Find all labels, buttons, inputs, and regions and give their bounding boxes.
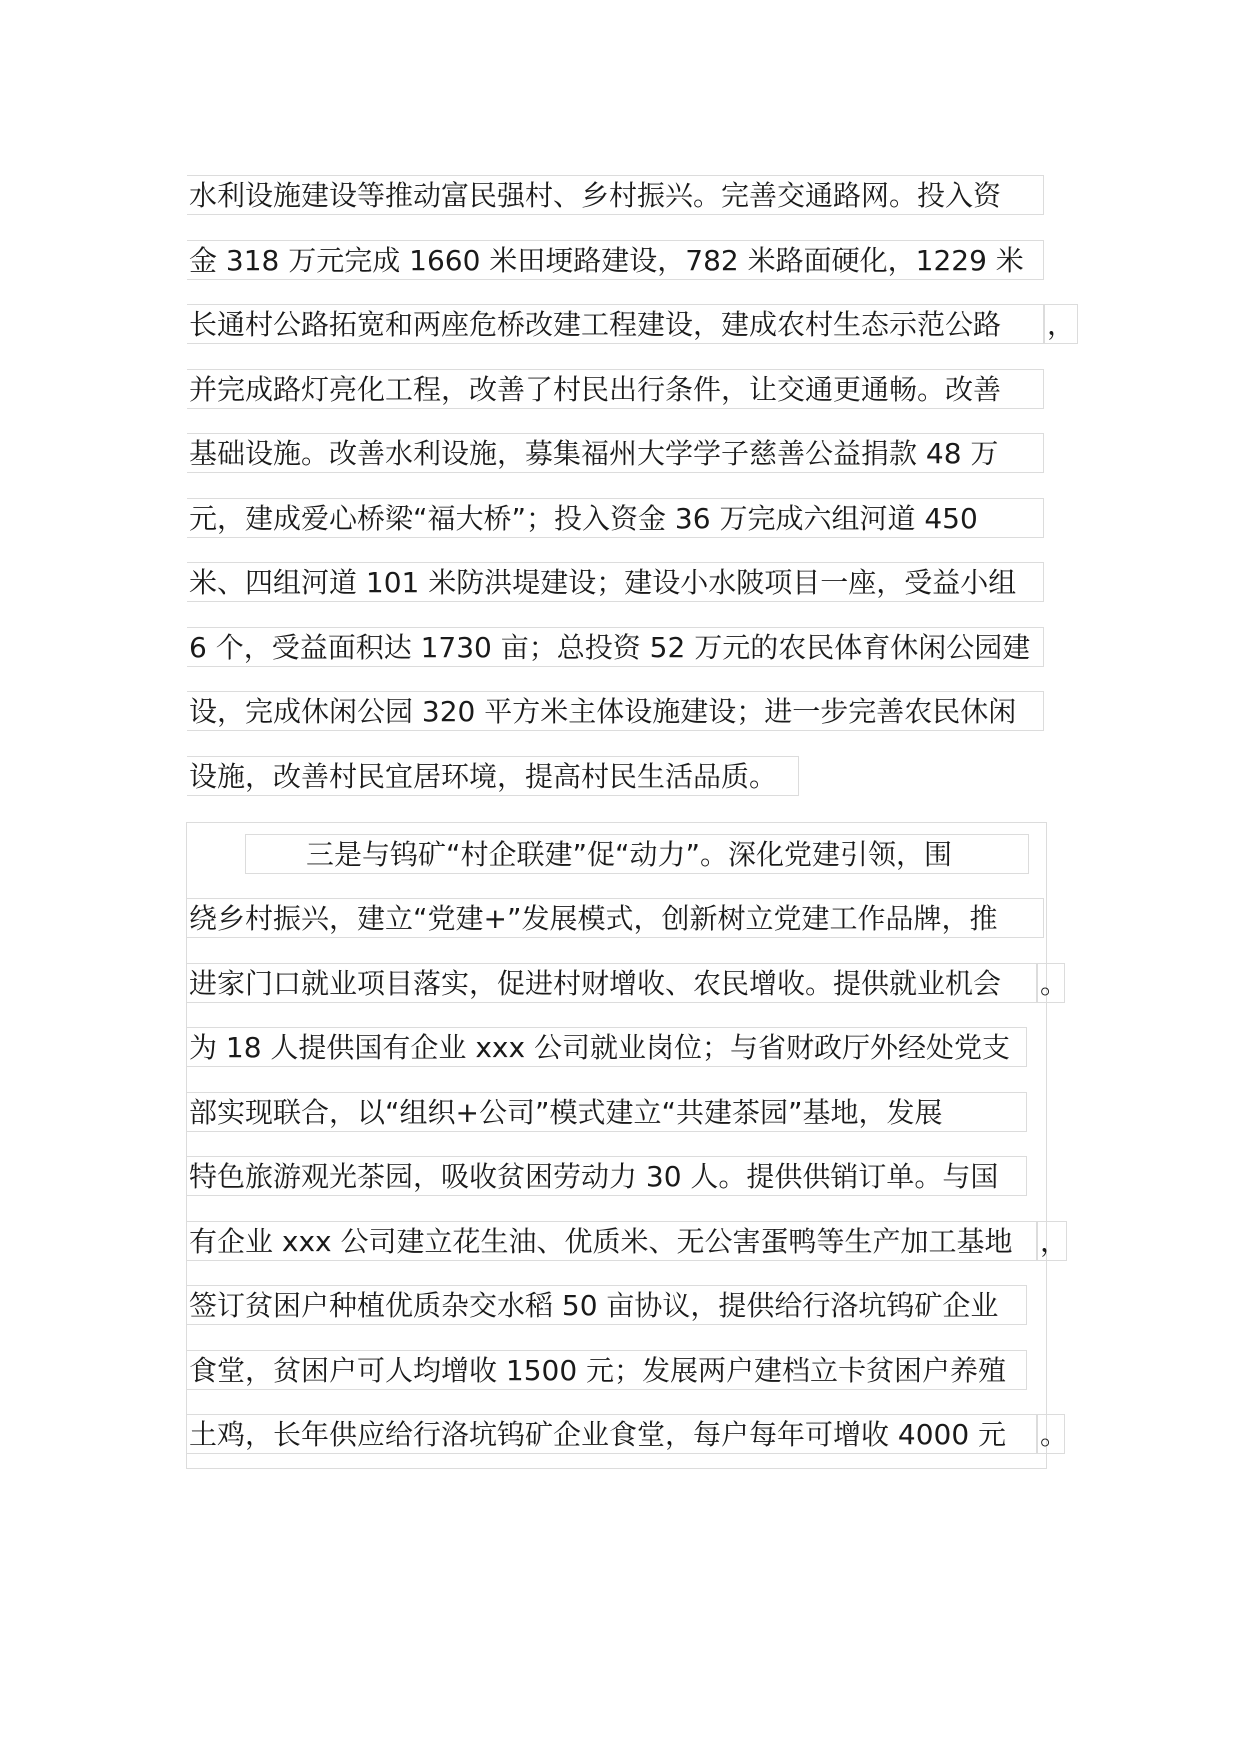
paragraph-1-line-9: 设，完成休闲公园 320 平方米主体设施建设；进一步完善农民休闲: [187, 691, 1044, 731]
paragraph-2-line-3-tail: 。: [1037, 963, 1065, 1003]
paragraph-1-line-7: 米、四组河道 101 米防洪堤建设；建设小水陂项目一座，受益小组: [187, 562, 1044, 602]
paragraph-2-line-5: 部实现联合，以“组织+公司”模式建立“共建茶园”基地，发展: [187, 1092, 1027, 1132]
paragraph-1-line-3: 长通村公路拓宽和两座危桥改建工程建设，建成农村生态示范公路: [187, 304, 1044, 344]
paragraph-2-line-7: 有企业 xxx 公司建立花生油、优质米、无公害蛋鸭等生产加工基地: [187, 1221, 1037, 1261]
paragraph-1-line-2: 金 318 万元完成 1660 米田埂路建设，782 米路面硬化，1229 米: [187, 240, 1044, 280]
paragraph-2-line-4: 为 18 人提供国有企业 xxx 公司就业岗位；与省财政厅外经处党支: [187, 1027, 1027, 1067]
paragraph-2-line-10: 土鸡，长年供应给行洛坑钨矿企业食堂，每户每年可增收 4000 元: [187, 1414, 1037, 1454]
paragraph-1-line-1: 水利设施建设等推动富民强村、乡村振兴。完善交通路网。投入资: [187, 175, 1044, 215]
paragraph-2-line-8: 签订贫困户种植优质杂交水稻 50 亩协议，提供给行洛坑钨矿企业: [187, 1285, 1027, 1325]
paragraph-2-line-6: 特色旅游观光茶园，吸收贫困劳动力 30 人。提供供销订单。与国: [187, 1156, 1027, 1196]
paragraph-2-line-10-tail: 。: [1037, 1414, 1065, 1454]
paragraph-1-line-5: 基础设施。改善水利设施，募集福州大学学子慈善公益捐款 48 万: [187, 433, 1044, 473]
paragraph-1-line-10: 设施，改善村民宜居环境，提高村民生活品质。: [187, 756, 799, 796]
paragraph-1-line-8: 6 个，受益面积达 1730 亩；总投资 52 万元的农民体育休闲公园建: [187, 627, 1044, 667]
paragraph-1-line-6: 元，建成爱心桥梁“福大桥”；投入资金 36 万完成六组河道 450: [187, 498, 1044, 538]
paragraph-2-line-2: 绕乡村振兴，建立“党建+”发展模式，创新树立党建工作品牌，推: [187, 898, 1044, 938]
paragraph-1-line-3-tail: ，: [1044, 304, 1078, 344]
paragraph-2-line-9: 食堂，贫困户可人均增收 1500 元；发展两户建档立卡贫困户养殖: [187, 1350, 1027, 1390]
paragraph-2-line-3: 进家门口就业项目落实，促进村财增收、农民增收。提供就业机会: [187, 963, 1037, 1003]
paragraph-1-line-4: 并完成路灯亮化工程，改善了村民出行条件，让交通更通畅。改善: [187, 369, 1044, 409]
paragraph-2-line-1: 三是与钨矿“村企联建”促“动力”。深化党建引领，围: [245, 834, 1029, 874]
paragraph-2-line-7-tail: ，: [1037, 1221, 1067, 1261]
